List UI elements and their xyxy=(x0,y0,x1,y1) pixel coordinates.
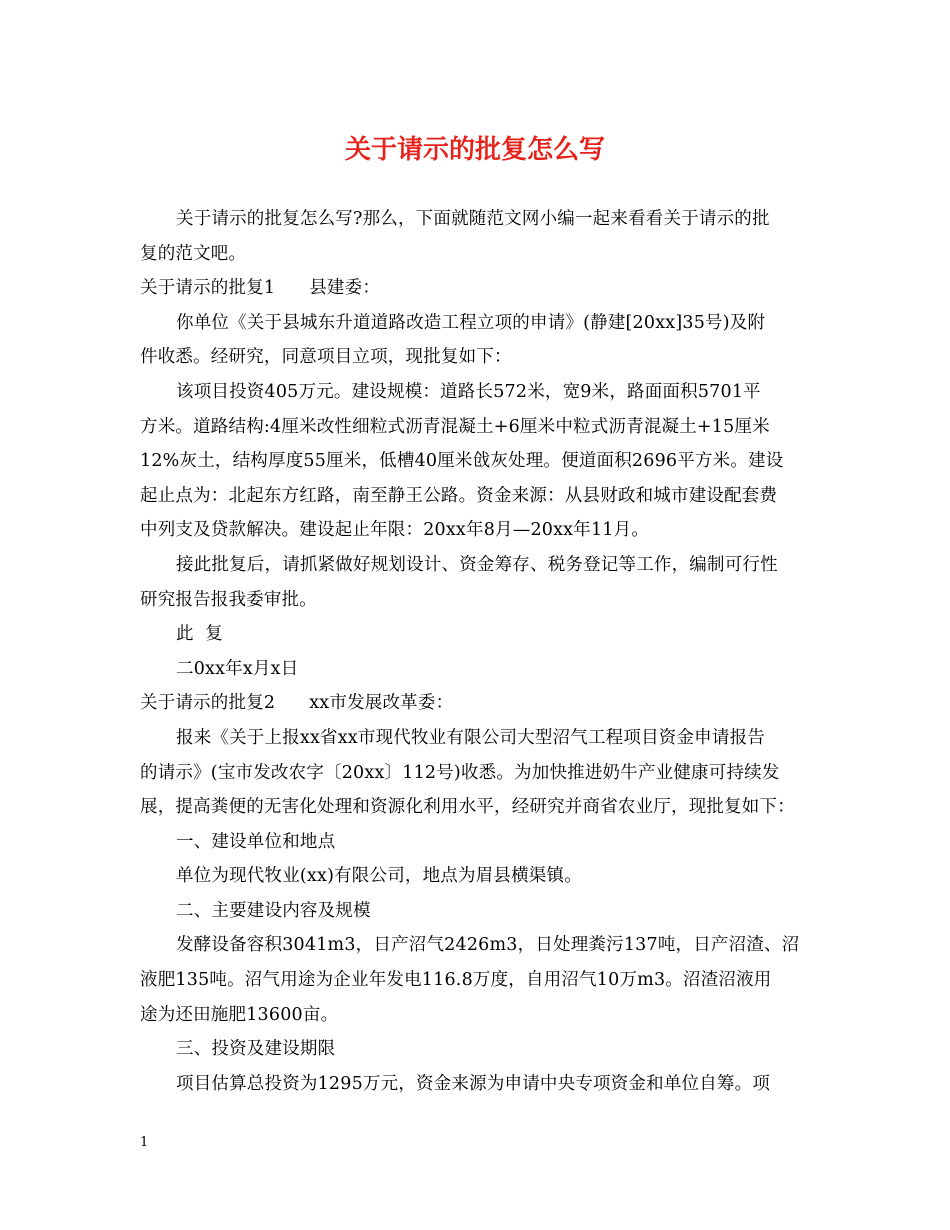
paragraph-line: 途为还田施肥13600亩。 xyxy=(140,1004,339,1025)
paragraph-line: 起止点为：北起东方红路，南至静王公路。资金来源：从县财政和城市建设配套费 xyxy=(140,485,778,506)
subheading-line: 一、建设单位和地点 xyxy=(176,831,336,852)
section-heading-line xyxy=(140,686,820,721)
paragraph-line: 12%灰土，结构厚度55厘米，低槽40厘米戗灰处理。便道面积2696平方米。建设 xyxy=(140,451,784,472)
paragraph-line: 展，提高粪便的无害化处理和资源化利用水平，经研究并商省农业厅，现批复如下： xyxy=(140,797,795,818)
paragraph-line: 的请示》(宝市发改农字〔20xx〕112号)收悉。为加快推进奶牛产业健康可持续发 xyxy=(140,762,780,783)
paragraph-line: 项目估算总投资为1295万元，资金来源为申请中央专项资金和单位自筹。项 xyxy=(176,1073,771,1094)
paragraph-line: 发酵设备容积3041m3，日产沼气2426m3，日处理粪污137吨，日产沼渣、沼 xyxy=(176,935,800,956)
addressee: 县建委： xyxy=(309,278,381,299)
closing-line: 此 复 xyxy=(176,624,223,645)
paragraph-line: 关于请示的批复怎么写?那么，下面就随范文网小编一起来看看关于请示的批 xyxy=(176,209,770,229)
paragraph-line: 中列支及贷款解决。建设起止年限：20xx年8月—20xx年11月。 xyxy=(140,520,650,541)
subheading-line: 三、投资及建设期限 xyxy=(176,1039,336,1060)
section-heading: 关于请示的批复2 xyxy=(140,693,276,714)
document-body xyxy=(140,202,820,1101)
section-heading-line xyxy=(140,271,820,306)
paragraph-line: 研究报告报我委审批。 xyxy=(140,589,317,610)
subheading-line: 二、主要建设内容及规模 xyxy=(176,900,371,921)
addressee: xx市发展改革委： xyxy=(309,693,454,714)
paragraph-line: 单位为现代牧业(xx)有限公司，地点为眉县横渠镇。 xyxy=(176,866,582,887)
date-line: 二0xx年x月x日 xyxy=(176,658,299,679)
paragraph-line: 方米。道路结构:4厘米改性细粒式沥青混凝土+6厘米中粒式沥青混凝土+15厘米 xyxy=(140,416,770,437)
paragraph-line: 液肥135吨。沼气用途为企业年发电116.8万度，自用沼气10万m3。沼渣沼液用 xyxy=(140,970,772,991)
paragraph-line: 该项目投资405万元。建设规模：道路长572米，宽9米，路面面积5701平 xyxy=(176,381,761,402)
paragraph-line: 报来《关于上报xx省xx市现代牧业有限公司大型沼气工程项目资金申请报告 xyxy=(176,727,765,748)
paragraph-line: 接此批复后，请抓紧做好规划设计、资金筹存、税务登记等工作，编制可行性 xyxy=(176,554,778,575)
page-number: 1 xyxy=(140,1135,149,1150)
paragraph-line: 复的范文吧。 xyxy=(140,243,247,264)
paragraph-line: 你单位《关于县城东升道道路改造工程立项的申请》(静建[20xx]35号)及附 xyxy=(176,312,766,333)
section-heading: 关于请示的批复1 xyxy=(140,278,276,299)
document-title: 关于请示的批复怎么写 xyxy=(344,135,605,165)
paragraph-line: 件收悉。经研究，同意项目立项，现批复如下： xyxy=(140,347,512,368)
